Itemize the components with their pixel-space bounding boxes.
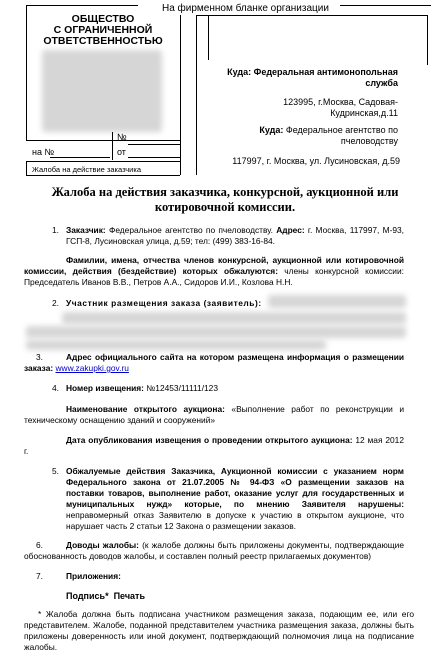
org-name (28, 14, 178, 47)
reg-from-label: от (117, 147, 126, 157)
reg-on-field (50, 157, 110, 158)
recipient-fas (218, 67, 398, 89)
applicant-redacted-2 (62, 312, 406, 324)
s6-num: 6. (36, 540, 43, 550)
s3-num: 3. (36, 352, 43, 362)
letterhead-note: На фирменном бланке организации (162, 3, 329, 14)
s3-label: Адрес официального сайта на котором размещена информация о размещении заказа: (24, 352, 404, 373)
reg-box-bottom (26, 175, 180, 176)
signature-line: Подпись* Печать (66, 591, 145, 601)
right-box-right (427, 15, 428, 65)
s5-label: Обжалуемые действия Заказчика, Аукционной комиссии с указанием норм Федерального закона от 21.07.2005 № 94-ФЗ «О размещении заказов на поставки товаров, выполнение работ, оказание услуг для государственных и муниципальных нужд» которые, по мнению Заявителя нарушены: (66, 466, 404, 509)
footnote: * Жалоба должна быть подписана участником размещения заказа, подающим ее, или его представителем. Жалобе, поданной представителем участника размещения заказа, должны быть приложены доверенность или иной документ, подтверждающий полномочия лица на подписание жалобы. (24, 609, 414, 652)
members-label: Фамилии, имена, отчества членов конкурсной, аукционной или котировочной комиссии, действия (бездействие) которых обжалуются: (24, 255, 404, 276)
complaint-label: Жалоба на действие заказчика (32, 165, 141, 174)
reg-from-field (128, 157, 180, 158)
org-name-line-1: ОБЩЕСТВО (71, 13, 135, 25)
reg-sep (112, 132, 113, 160)
s1-address: г. Москва, 117997, М-93, ГСП-8, Лусиновская улица, д.59; тел: (499) 383-16-84. (66, 225, 404, 246)
reg-no-label: № (117, 132, 127, 142)
reg-bottom-line (26, 161, 180, 162)
s4-num: 4. (52, 383, 59, 393)
s2-label: Участник размещения заказа (заявитель): (66, 298, 262, 308)
reg-line-number (26, 140, 180, 141)
document-title: Жалоба на действия заказчика, конкурсной, аукционной или котировочной комиссии. (51, 185, 399, 214)
right-divider (196, 15, 197, 175)
s2-num: 2. (52, 298, 59, 308)
s1-text (66, 225, 404, 247)
header-box-top (26, 5, 138, 6)
s5-violation: неправомерный отказ Заявителю в допуске к участию в открытом аукционе, что нарушает часть 2 статьи 12 Закона о размещении заказов. (66, 510, 404, 531)
s4-name-label: Наименование открытого аукциона: (66, 404, 225, 414)
to-label: Куда: (227, 67, 252, 77)
header-box-right (180, 15, 181, 175)
s1-customer: Федеральное агентство по пчеловодству. (105, 225, 277, 235)
members-text (24, 255, 404, 288)
right-box-top (196, 15, 427, 16)
s4-label: Номер извещения: (66, 383, 144, 393)
org-details-redacted (42, 50, 162, 132)
s4-date-value: 12 мая 2012 г. (24, 435, 404, 456)
fas-name: Федеральная антимонопольная служба (253, 67, 398, 88)
to-label-2: Куда: (259, 125, 284, 135)
reg-bottom-left (26, 161, 27, 175)
s4-name (24, 404, 404, 426)
recipient-agency (218, 125, 398, 147)
reg-no-field (128, 144, 180, 145)
applicant-redacted-3 (26, 326, 406, 338)
right-divider-2 (208, 15, 209, 60)
fas-address: 123995, г.Москва, Садовая-Кудринская,д.11 (283, 97, 398, 118)
s6-text (24, 540, 404, 562)
s1-label: Заказчик: (66, 225, 106, 235)
header-box-left (26, 5, 27, 140)
members-list: члены конкурсной комиссии: Председатель Иванов В.В., Петров А.А., Сидоров И.И., Козлова Н.Н. (24, 266, 404, 287)
header-box-top-right (340, 5, 431, 6)
s7-num: 7. (36, 571, 43, 581)
org-name-line-2: С ОГРАНИЧЕННОЙ (53, 24, 153, 36)
s4-date-label: Дата опубликования извещения о проведении открытого аукциона: (66, 435, 353, 445)
s5-text (66, 466, 404, 532)
org-name-line-3: ОТВЕТСТВЕННОСТЬЮ (43, 35, 163, 47)
s4-name-text: «Выполнение работ по реконструкции и техническому оснащению зданий и сооружений» (24, 404, 405, 425)
s1-address-label: Адрес: (276, 225, 305, 235)
agency-address: 117997, г. Москва, ул. Лусиновская, д.59 (232, 156, 400, 166)
s3-text (24, 352, 404, 374)
applicant-redacted-4 (26, 340, 326, 350)
s5-num: 5. (52, 466, 59, 476)
agency-name: Федеральное агентство по пчеловодству (285, 125, 398, 146)
s6-label: Доводы жалобы: (66, 540, 139, 550)
site-link[interactable]: www.zakupki.gov.ru (55, 363, 129, 373)
s1-num: 1. (52, 225, 59, 235)
notice-number: №12453/11111/123 (143, 383, 218, 393)
s7-label: Приложения: (66, 571, 121, 581)
s6-args: (к жалобе должны быть приложены документы, подтверждающие обоснованность доводов жалобы, и составлен полный реестр прилагаемых документов) (24, 540, 404, 561)
applicant-redacted (268, 295, 406, 308)
s4-date (24, 435, 404, 457)
reg-on-label: на № (32, 147, 55, 157)
s4-line (66, 383, 404, 394)
